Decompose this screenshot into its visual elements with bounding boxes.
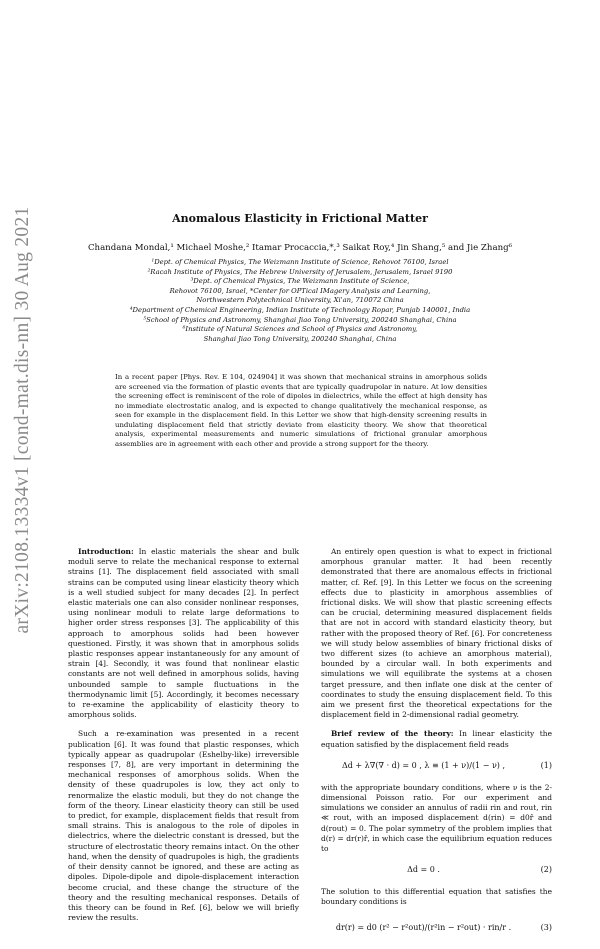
equation-2 [321, 859, 552, 881]
right-column [321, 547, 552, 949]
affiliation-line: ⁴Department of Chemical Engineering, Indian Institute of Technology Ropar, Punjab 140001, India [129, 305, 471, 314]
solution-paragraph: The solution to this differential equation that satisfies the boundary conditions is [321, 887, 552, 907]
author-list: Chandana Mondal,¹ Michael Moshe,² Itamar Procaccia,*,³ Saikat Roy,⁴ Jin Shang,⁵ and Jie Zhang⁶ [87, 243, 513, 253]
intro-text: In elastic materials the shear and bulk moduli serve to relate the mechanical response to external strains [1]. The displacement field associated with small strains can be computed using linear elasticity theory which is a well studied subject for many decades [2]. In perfect elastic materials one can also consider nonlinear responses, using nonlinear moduli to relate large deformations to higher order stress responses [3]. The applicability of this approach to amorphous solids had been however questioned. Firstly, it was shown that in amorphous solids plastic responses appear instantaneously for any amount of strain [4]. Secondly, it was found that nonlinear elastic constants are not well defined in amorphous solids, having unbounded sample to sample fluctuations in the thermodynamic limit [5]. Accordingly, it becomes necessary to re-examine the applicability of elasticity theory to amorphous solids. [68, 547, 299, 720]
arxiv-id: arXiv:2108.13334v1 [cond-mat.dis-nn] 30 Aug 2021 [12, 206, 33, 634]
affiliation-line: ³Dept. of Chemical Physics, The Weizmann Institute of Science, [190, 277, 410, 286]
affiliation-line: ⁶Institute of Natural Sciences and School of Physics and Astronomy, [182, 325, 418, 334]
abstract: In a recent paper [Phys. Rev. E 104, 024904] it was shown that mechanical strains in amorphous solids are screened via the formation of plastic events that are typically quadrupolar in nature. At low densities the screening effect is reminiscent of the role of dipoles in dielectrics, while the effect at high density has no immediate electrostatic analog, and is expected to change qualitatively the mechanical response, as seen for example in the displacement field. In this Letter we show that high-density screening results in undulating displacement field that strictly deviate from elasticity theory. We show that theoretical analysis, experimental measurements and numeric simulations of frictional granular amorphous assemblies are in agreement with each other and provide a strong support for the theory. [115, 373, 487, 448]
equation-2-number: (2) [540, 865, 552, 875]
poisson-paragraph: with the appropriate boundary conditions, where ν is the 2-dimensional Poisson ratio. For our experiment and simulations we consider an annulus of radii rin and rout, rin ≪ rout, with an imposed displacement d(rin) = d0r̂ and d(rout) = 0. The polar symmetry of the problem implies that d(r) = dr(r)r̂, in which case the equilibrium equation reduces to [321, 782, 552, 854]
reexamination-paragraph: Such a re-examination was presented in a recent publication [6]. It was found that plastic responses, which typically appear as quadrupolar (Eshelby-like) irreversible responses [7, 8], are very important in determining the mechanical responses of amorphous solids. When the density of these quadrupoles is low, they act only to renormalize the elastic moduli, but they do not change the form of the theory. Linear elasticity theory can still be used to predict, for example, displacement fields that result from small strains. This is analogous to the role of dipoles in dielectrics, where the dielectric constant is dressed, but the structure of electrostatic theory remains intact. On the other hand, when the density of quadrupoles is high, the gradients of their density cannot be ignored, and these are acting as dipoles. Dipole-dipole and dipole-displacement interaction become crucial, and these change the structure of the theory and the resulting mechanical responses. Details of this theory can be found in Ref. [6], below we will briefly review the results. [68, 729, 299, 923]
left-column [68, 547, 299, 923]
review-heading: Brief review of the theory: [331, 729, 454, 739]
affiliation-line: Shanghai Jiao Tong University, 200240 Shanghai, China [203, 334, 397, 343]
affiliation-line: ¹Dept. of Chemical Physics, The Weizmann Institute of Science, Rehovot 76100, Israel [151, 258, 449, 266]
intro-heading: Introduction: [78, 547, 134, 556]
equation-1-number: (1) [540, 760, 552, 770]
equation-3 [321, 913, 552, 943]
intro-paragraph [68, 547, 299, 720]
affiliations [0, 258, 600, 344]
open-question-paragraph: An entirely open question is what to expect in frictional amorphous granular matter. It had been recently demonstrated that there are anomalous effects in frictional matter, cf. Ref. [9]. In this Letter we focus on the screening effects due to plasticity in amorphous assemblies of frictional disks. We will show that plastic screening effects can be crucial, determining measured displacement fields that are not in accord with standard elasticity theory, but rather with the proposed theory of Ref. [6]. For concreteness we will study below assemblies of binary frictional disks of two different sizes (to achieve an amorphous material), bounded by a circular wall. In both experiments and simulations we will equilibrate the systems at a chosen target pressure, and then inflate one disk at the center of coordinates to study the ensuing displacement field. To this aim we present first the theoretical expectations for the displacement field in 2-dimensional radial geometry. [321, 547, 552, 720]
review-text: In linear elasticity the equation satisfied by the displacement field reads [321, 729, 552, 749]
paper-title: Anomalous Elasticity in Frictional Matter [172, 212, 428, 225]
review-paragraph [321, 729, 552, 749]
affiliation-line: Northwestern Polytechnical University, Xi'an, 710072 China [196, 296, 404, 305]
affiliation-line: ⁵School of Physics and Astronomy, Shanghai Jiao Tong University, 200240 Shanghai, China [143, 315, 457, 324]
equation-2-body: Δd = 0 . [407, 865, 440, 875]
affiliation-line: Rehovot 76100, Israel, *Center for OPTical IMagery Analysis and Learning, [169, 286, 431, 295]
equation-3-number: (3) [540, 922, 552, 932]
affiliation-line: ²Racah Institute of Physics, The Hebrew University of Jerusalem, Jerusalem, Israel 9190 [147, 267, 453, 276]
equation-3-body: dr(r) = d0 (r² − r²out)/(r²in − r²out) · rin/r . [335, 922, 512, 932]
equation-1-body: Δd + λ∇(∇ · d) = 0 , λ ≡ (1 + ν)/(1 − ν) , [341, 760, 506, 770]
equation-1 [321, 755, 552, 777]
